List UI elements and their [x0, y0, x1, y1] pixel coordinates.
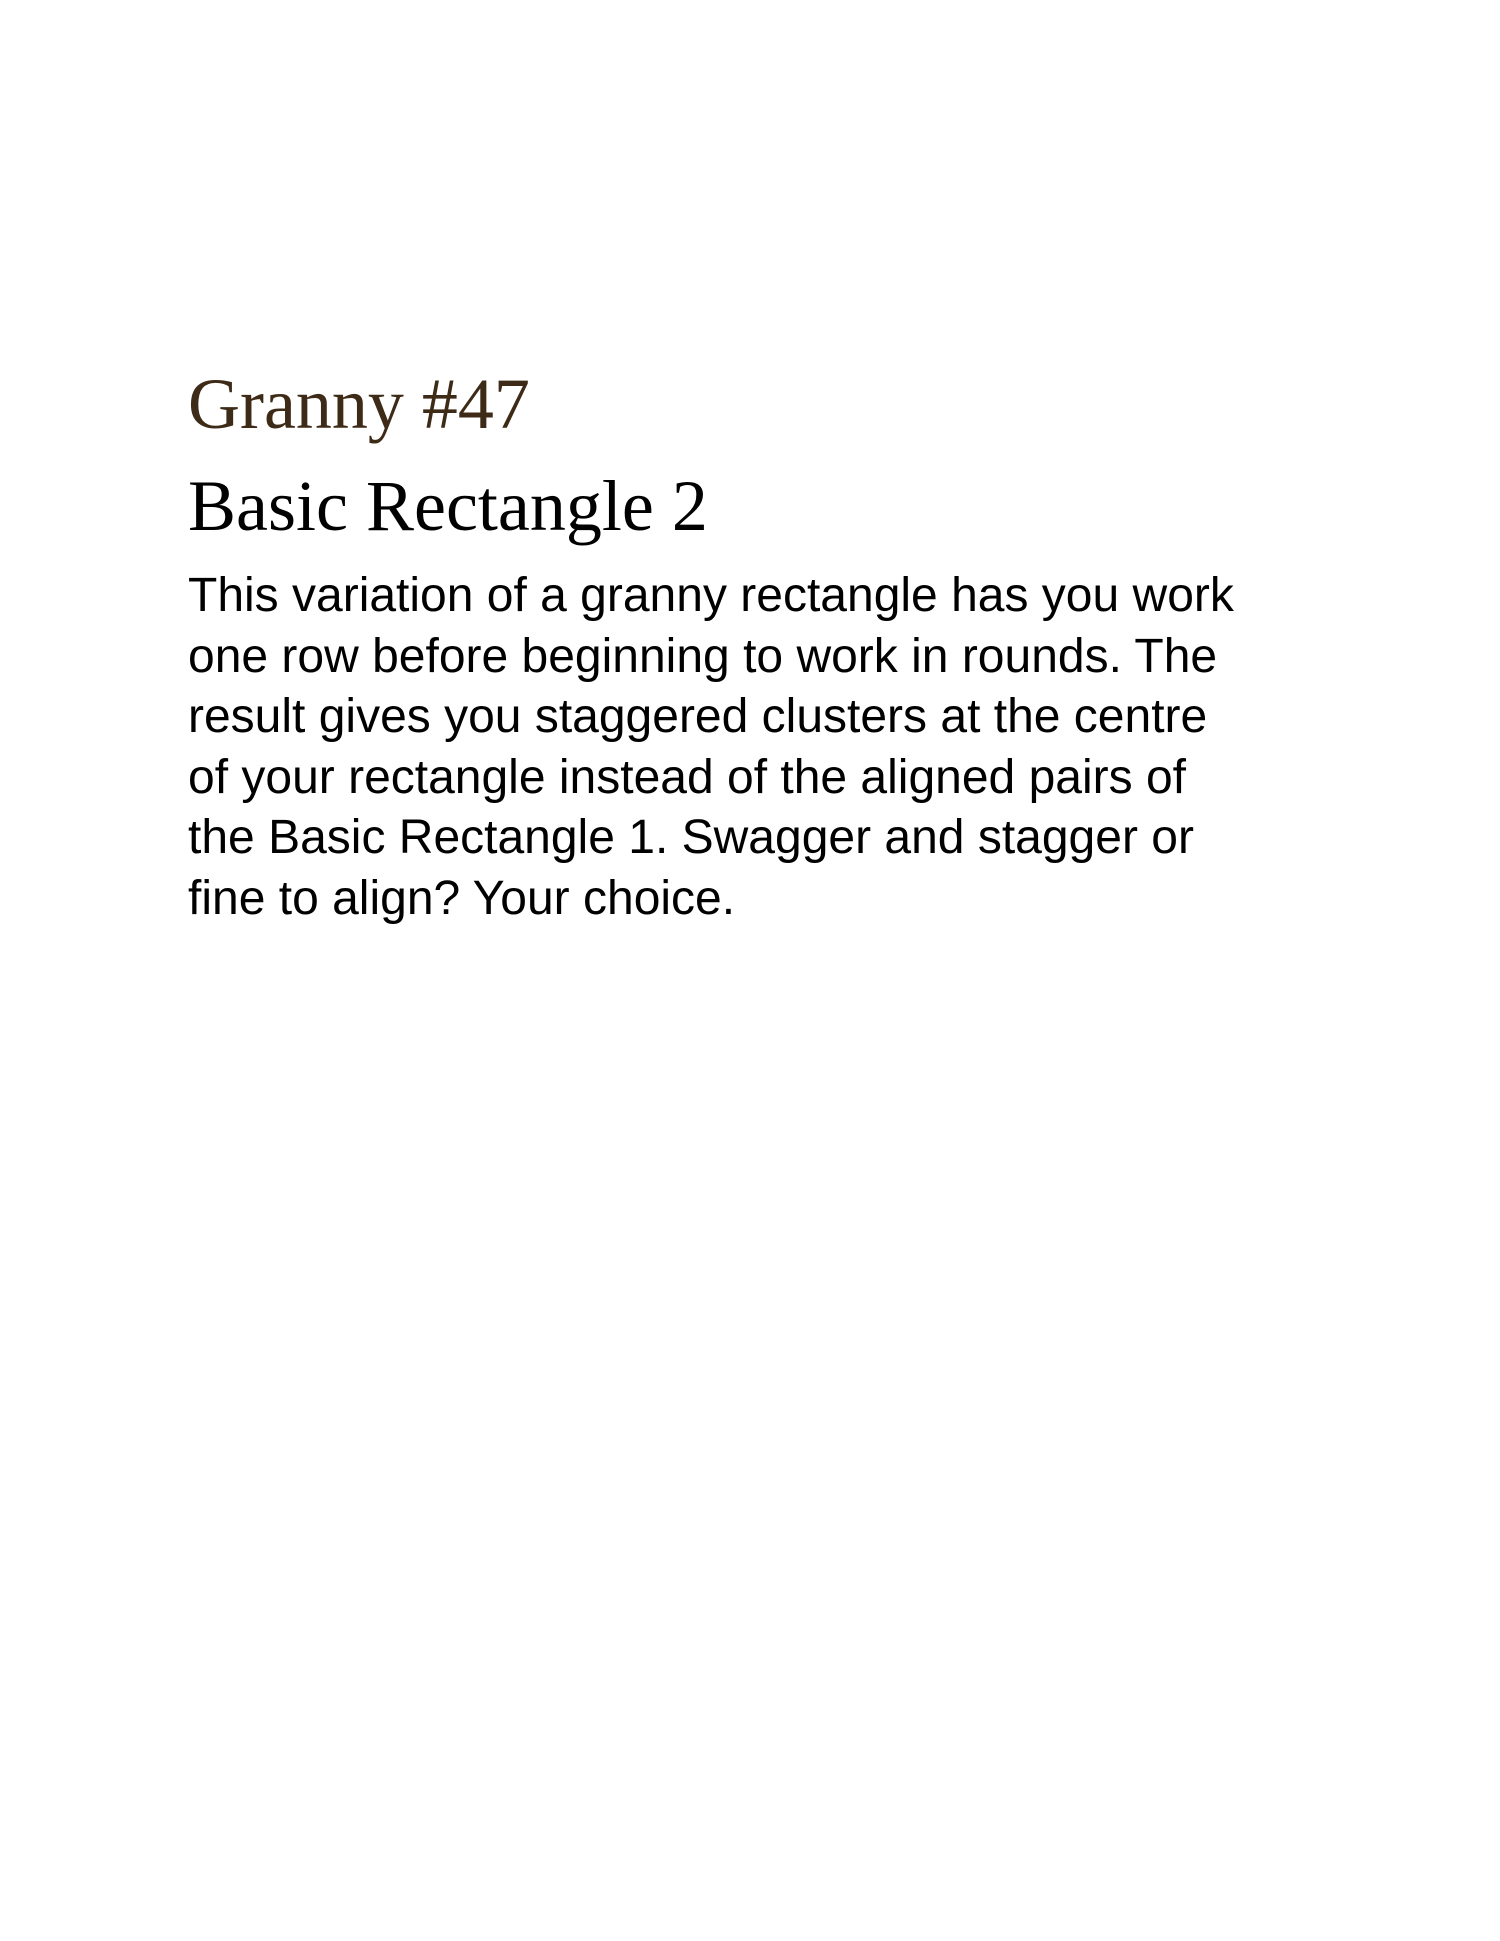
pattern-number-heading: Granny #47: [188, 364, 530, 444]
pattern-content: [188, 360, 1338, 929]
pattern-title-heading: Basic Rectangle 2: [188, 466, 708, 546]
description-line: of your rectangle instead of the aligned pairs of: [188, 750, 1186, 804]
description-line: result gives you staggered clusters at the centre: [188, 690, 1208, 743]
description-line: fine to align? Your choice.: [188, 871, 736, 925]
pattern-description: [188, 566, 1338, 929]
description-line: This variation of a granny rectangle has you work: [188, 569, 1234, 622]
description-line: the Basic Rectangle 1. Swagger and stagger or: [188, 811, 1194, 864]
description-line: one row before beginning to work in rounds. The: [188, 629, 1218, 683]
